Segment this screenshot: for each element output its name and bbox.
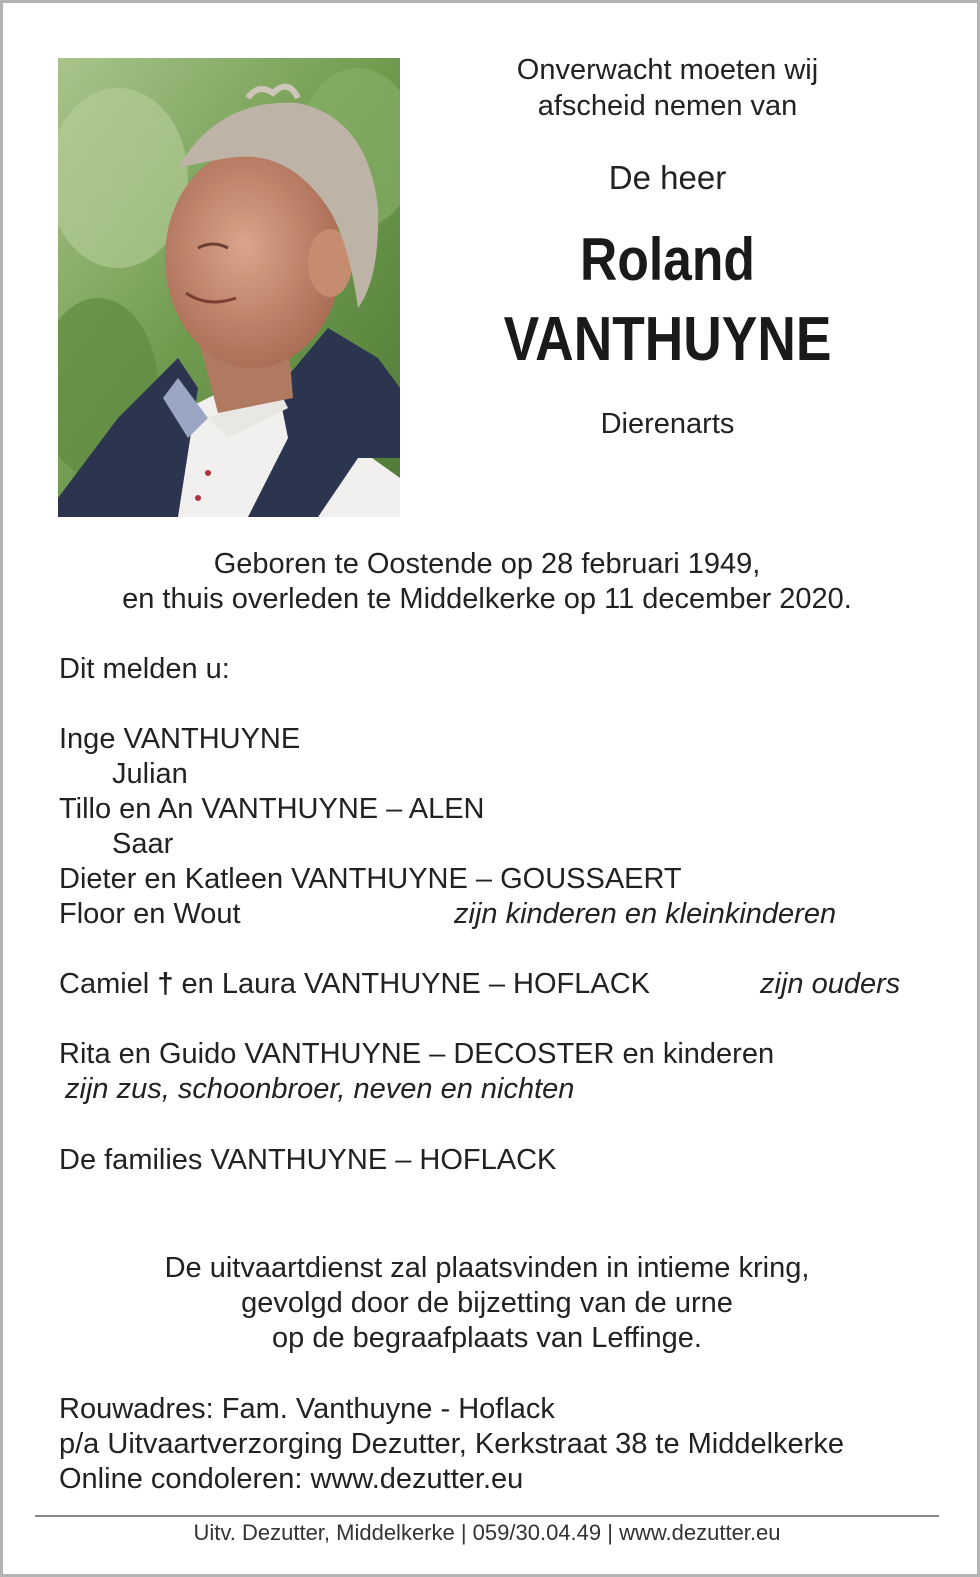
service-line-2: gevolgd door de bijzetting van de urne [241, 1287, 733, 1319]
deceased-last-name: VANTHUYNE [503, 305, 832, 374]
deceased-first-name: Roland [580, 226, 755, 293]
father-name: Camiel [59, 968, 150, 1000]
service-line-1: De uitvaartdienst zal plaatsvinden in intieme kring, [164, 1252, 810, 1284]
deceased-cross: † [157, 968, 174, 1000]
family-sibling: Rita en Guido VANTHUYNE – DECOSTER en kinderen [59, 1038, 775, 1070]
care-of-address: p/a Uitvaartverzorging Dezutter, Kerkstraat 38 te Middelkerke [59, 1428, 844, 1460]
honorific: De heer [608, 159, 727, 196]
family-grandchild-3: Floor en Wout [59, 898, 241, 930]
online-condolences: Online condoleren: www.dezutter.eu [59, 1463, 524, 1495]
families-line: De families VANTHUYNE – HOFLACK [59, 1144, 557, 1176]
parents-role: zijn ouders [760, 968, 901, 1000]
family-grandchild-2: Saar [112, 828, 174, 860]
profession: Dierenarts [600, 408, 735, 440]
birth-line: Geboren te Oostende op 28 februari 1949, [213, 548, 761, 580]
intro-text [440, 52, 895, 124]
mourning-address: Rouwadres: Fam. Vanthuyne - Hoflack [59, 1393, 555, 1425]
intro-line-1: Onverwacht moeten wij [516, 54, 819, 86]
death-line: en thuis overleden te Middelkerke op 11 december 2020. [122, 583, 852, 615]
family-grandchild-1: Julian [112, 758, 188, 790]
service-line-3: op de begraafplaats van Leffinge. [272, 1322, 702, 1354]
children-role: zijn kinderen en kleinkinderen [454, 898, 837, 930]
family-child-3: Dieter en Katleen VANTHUYNE – GOUSSAERT [59, 863, 682, 895]
portrait-photo [58, 58, 400, 517]
funeral-home-footer: Uitv. Dezutter, Middelkerke | 059/30.04.49 | www.dezutter.eu [193, 1520, 781, 1545]
family-child-2: Tillo en An VANTHUYNE – ALEN [59, 793, 485, 825]
footer-divider [35, 1515, 939, 1517]
family-parents [59, 967, 650, 1002]
sibling-role: zijn zus, schoonbroer, neven en nichten [65, 1073, 575, 1105]
parents-rest: en Laura VANTHUYNE – HOFLACK [181, 968, 650, 1000]
intro-line-2: afscheid nemen van [537, 90, 798, 122]
family-child-1: Inge VANTHUYNE [59, 723, 301, 755]
announcement: Dit melden u: [59, 653, 230, 685]
